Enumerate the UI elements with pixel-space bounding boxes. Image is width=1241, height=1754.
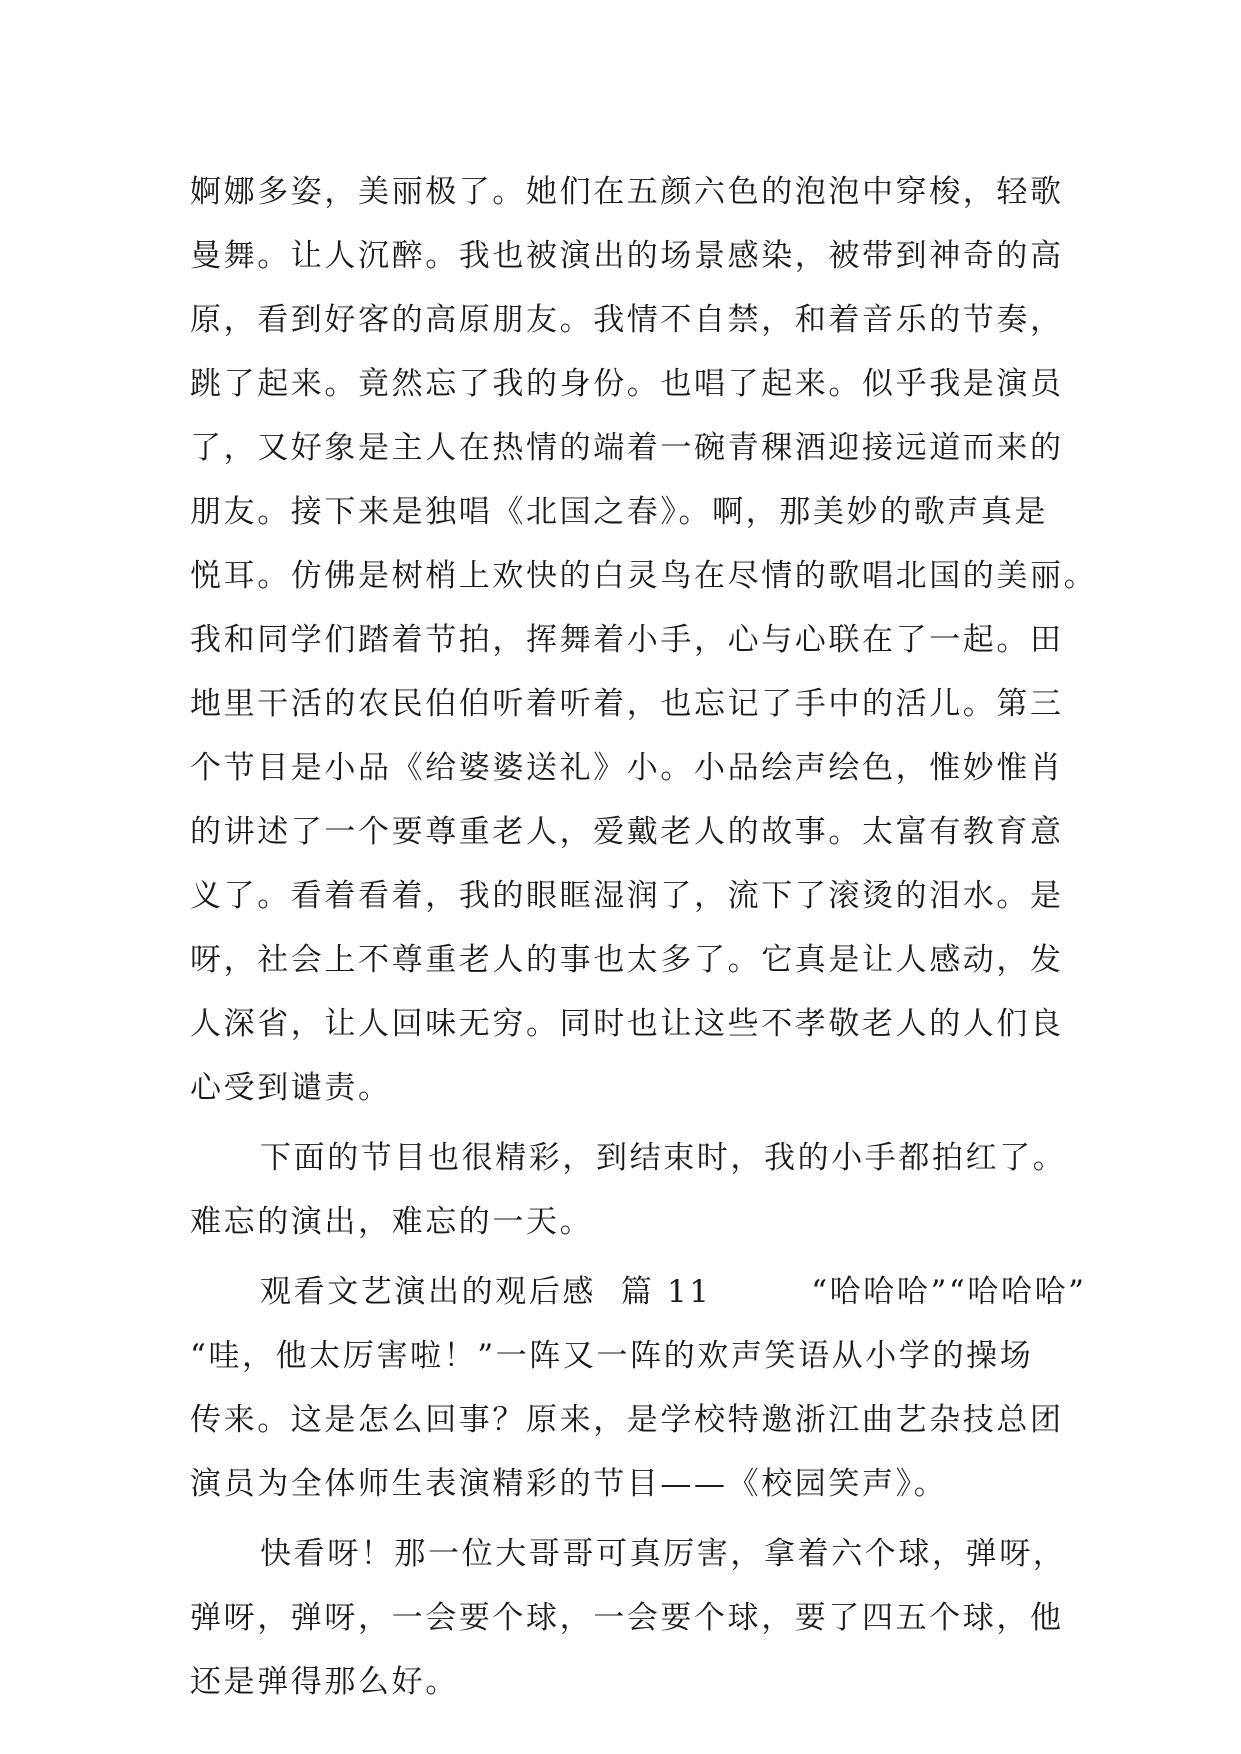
text-line: 朋友。接下来是独唱《北国之春》。啊，那美妙的歌声真是 [190, 494, 1049, 530]
text-line: 呀，社会上不尊重老人的事也太多了。它真是让人感动，发 [190, 942, 1064, 978]
text-line: 个节目是小品《给婆婆送礼》小。小品绘声绘色，惟妙惟肖 [190, 750, 1064, 786]
text-line: 心受到谴责。 [190, 1070, 392, 1106]
section-heading-line: 观看文艺演出的观后感 篇 11 “哈哈哈”“哈哈哈” [260, 1274, 1087, 1310]
text-line: 义了。看着看着，我的眼眶湿润了，流下了滚烫的泪水。是 [190, 878, 1064, 914]
text-line: 弹呀，弹呀，一会要个球，一会要个球，要了四五个球，他 [190, 1600, 1064, 1636]
text-line: 快看呀！那一位大哥哥可真厉害，拿着六个球，弹呀， [260, 1536, 1067, 1572]
text-line: 曼舞。让人沉醉。我也被演出的场景感染，被带到神奇的高 [190, 238, 1064, 274]
text-line: 的讲述了一个要尊重老人，爱戴老人的故事。太富有教育意 [190, 814, 1064, 850]
text-line: 难忘的演出，难忘的一天。 [190, 1204, 594, 1240]
text-line: 地里干活的农民伯伯听着听着，也忘记了手中的活儿。第三 [190, 686, 1064, 722]
text-line: 下面的节目也很精彩，到结束时，我的小手都拍红了。 [260, 1140, 1067, 1176]
body-text [190, 160, 1098, 1714]
text-line: 演员为全体师生表演精彩的节目——《校园笑声》。 [190, 1466, 948, 1502]
text-line: 了，又好象是主人在热情的端着一碗青稞酒迎接远道而来的 [190, 430, 1064, 466]
text-line: 传来。这是怎么回事？原来，是学校特邀浙江曲艺杂技总团 [190, 1402, 1064, 1438]
text-line: 跳了起来。竟然忘了我的身份。也唱了起来。似乎我是演员 [190, 366, 1064, 402]
text-line: 我和同学们踏着节拍，挥舞着小手，心与心联在了一起。田 [190, 622, 1064, 658]
text-line: 婀娜多姿，美丽极了。她们在五颜六色的泡泡中穿梭，轻歌 [190, 174, 1064, 210]
text-line: “哇，他太厉害啦！”一阵又一阵的欢声笑语从小学的操场 [190, 1338, 1034, 1374]
text-line: 还是弹得那么好。 [190, 1664, 459, 1700]
text-line: 原，看到好客的高原朋友。我情不自禁，和着音乐的节奏， [190, 302, 1064, 338]
text-line: 人深省，让人回味无穷。同时也让这些不孝敬老人的人们良 [190, 1006, 1064, 1042]
text-line: 悦耳。仿佛是树梢上欢快的白灵鸟在尽情的歌唱北国的美丽。 [190, 558, 1098, 594]
